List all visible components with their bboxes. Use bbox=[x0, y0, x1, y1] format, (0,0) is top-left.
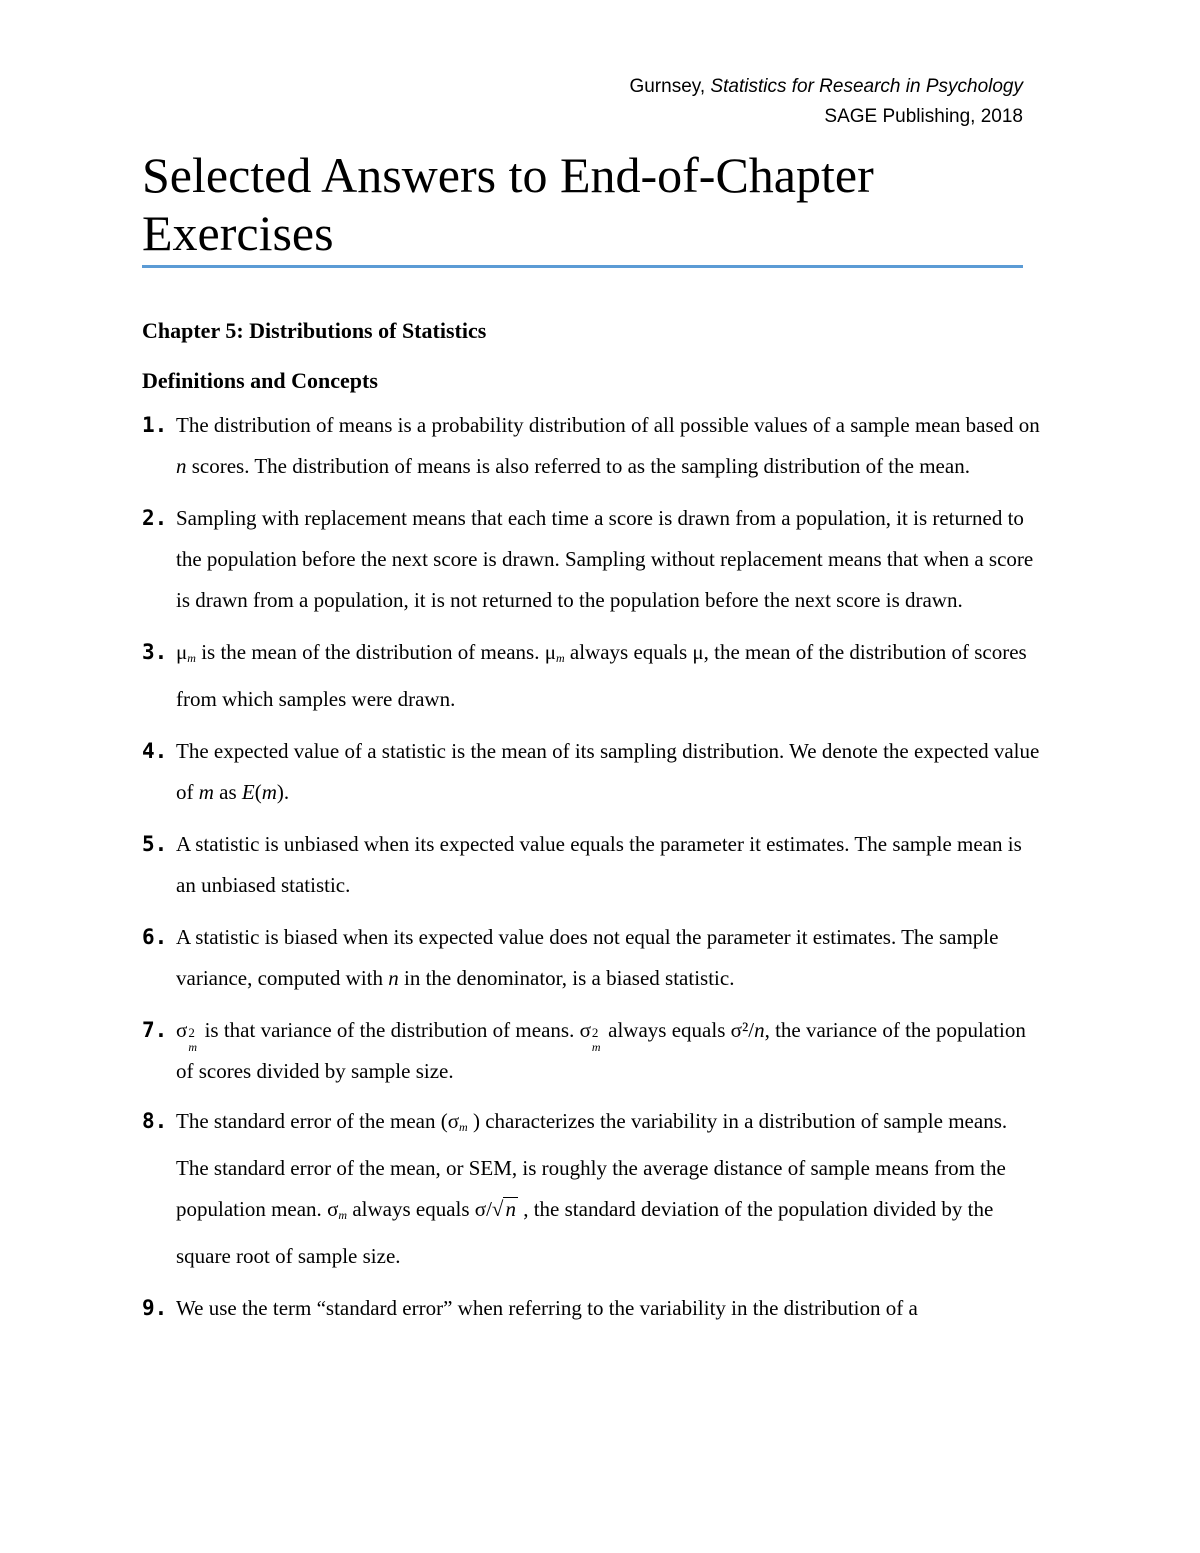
answer-text: , the standard deviation of the population divided by the square root of sample size. bbox=[176, 1197, 994, 1268]
answer-text: ( bbox=[254, 780, 262, 804]
sigma-over-root-n: σ/√n bbox=[474, 1197, 516, 1221]
answer-list bbox=[142, 405, 1042, 1340]
header-citation bbox=[629, 72, 1023, 102]
title-underline bbox=[142, 265, 1023, 268]
variable-n: n bbox=[754, 1018, 765, 1042]
answer-number: 3. bbox=[142, 640, 168, 664]
answer-text: always equals μ, the mean of the distribution of scores from which samples were drawn. bbox=[176, 640, 1027, 711]
answer-9 bbox=[142, 1288, 1042, 1329]
variable-m: m bbox=[261, 780, 277, 804]
answer-number: 2. bbox=[142, 506, 168, 530]
page-header bbox=[629, 72, 1023, 132]
answer-text: , the variance of the population of scores divided by sample size. bbox=[176, 1018, 1026, 1083]
answer-text: ). bbox=[276, 780, 290, 804]
answer-text: is that variance of the distribution of means. bbox=[199, 1018, 580, 1042]
document-title: Selected Answers to End-of-Chapter Exercises bbox=[142, 147, 874, 261]
variable-n: n bbox=[388, 966, 399, 990]
answer-number: 7. bbox=[142, 1018, 168, 1042]
sigma-m-symbol: $\sigma_m$ bbox=[447, 1109, 468, 1134]
sigma-m-squared-symbol: σ 2 m bbox=[579, 1018, 601, 1054]
header-author: Gurnsey, bbox=[629, 76, 706, 97]
answer-text: ) characterizes the variability in a distribution of sample means. The standard error of the mean, or SEM, is roughly the average distance of sample means from the population mean. bbox=[176, 1109, 1008, 1221]
answer-2 bbox=[142, 498, 1042, 621]
answer-number: 1. bbox=[142, 413, 168, 437]
section-heading: Definitions and Concepts bbox=[142, 368, 378, 393]
answer-text: The standard error of the mean ( bbox=[176, 1109, 448, 1133]
answer-8 bbox=[142, 1101, 1042, 1277]
mu-m-symbol: $\mu_m$ bbox=[176, 640, 196, 665]
answer-1 bbox=[142, 405, 1042, 487]
answer-4 bbox=[142, 731, 1042, 813]
answer-text: in the denominator, is a biased statistic. bbox=[398, 966, 735, 990]
answer-5 bbox=[142, 824, 1042, 906]
answer-text: as bbox=[213, 780, 242, 804]
variable-m: m bbox=[198, 780, 214, 804]
answer-text: scores. The distribution of means is also referred to as the sampling distribution of the mean. bbox=[186, 454, 970, 478]
sigma-m-squared-symbol: σ 2 m bbox=[176, 1018, 197, 1054]
answer-number: 6. bbox=[142, 925, 168, 949]
answer-text: A statistic is biased when its expected value does not equal the parameter it estimates. The sample variance, computed with bbox=[176, 925, 999, 990]
variable-n: n bbox=[176, 454, 187, 478]
answer-7 bbox=[142, 1010, 1042, 1092]
answer-number: 5. bbox=[142, 832, 168, 856]
header-book-title: Statistics for Research in Psychology bbox=[710, 76, 1023, 97]
mu-m-symbol: $\mu_m$ bbox=[544, 640, 565, 665]
answer-6 bbox=[142, 917, 1042, 999]
answer-text: always equals bbox=[347, 1197, 475, 1221]
answer-text: The distribution of means is a probability distribution of all possible values of a sample mean based on bbox=[176, 413, 1040, 437]
answer-number: 8. bbox=[142, 1109, 168, 1133]
answer-3 bbox=[142, 632, 1042, 720]
answer-text: A statistic is unbiased when its expected value equals the parameter it estimates. The sample mean is an unbiased statistic. bbox=[176, 832, 1022, 897]
answer-text: always equals σ²/ bbox=[602, 1018, 755, 1042]
chapter-heading: Chapter 5: Distributions of Statistics bbox=[142, 318, 487, 343]
answer-text: Sampling with replacement means that each time a score is drawn from a population, it is returned to the population before the next score is drawn. Sampling without replacement means that when a score is drawn from a population, it is not returned to the population before the next score is drawn. bbox=[176, 506, 1034, 612]
answer-text: The expected value of a statistic is the mean of its sampling distribution. We denote the expected value of bbox=[176, 739, 1040, 804]
answer-text: is the mean of the distribution of means. bbox=[195, 640, 545, 664]
answer-number: 9. bbox=[142, 1296, 168, 1320]
header-publisher: SAGE Publishing, 2018 bbox=[824, 106, 1023, 127]
answer-number: 4. bbox=[142, 739, 168, 763]
sigma-m-symbol: $\sigma_m$ bbox=[327, 1197, 348, 1222]
variable-e: E bbox=[241, 780, 255, 804]
answer-text: We use the term “standard error” when referring to the variability in the distribution of a bbox=[176, 1296, 918, 1320]
